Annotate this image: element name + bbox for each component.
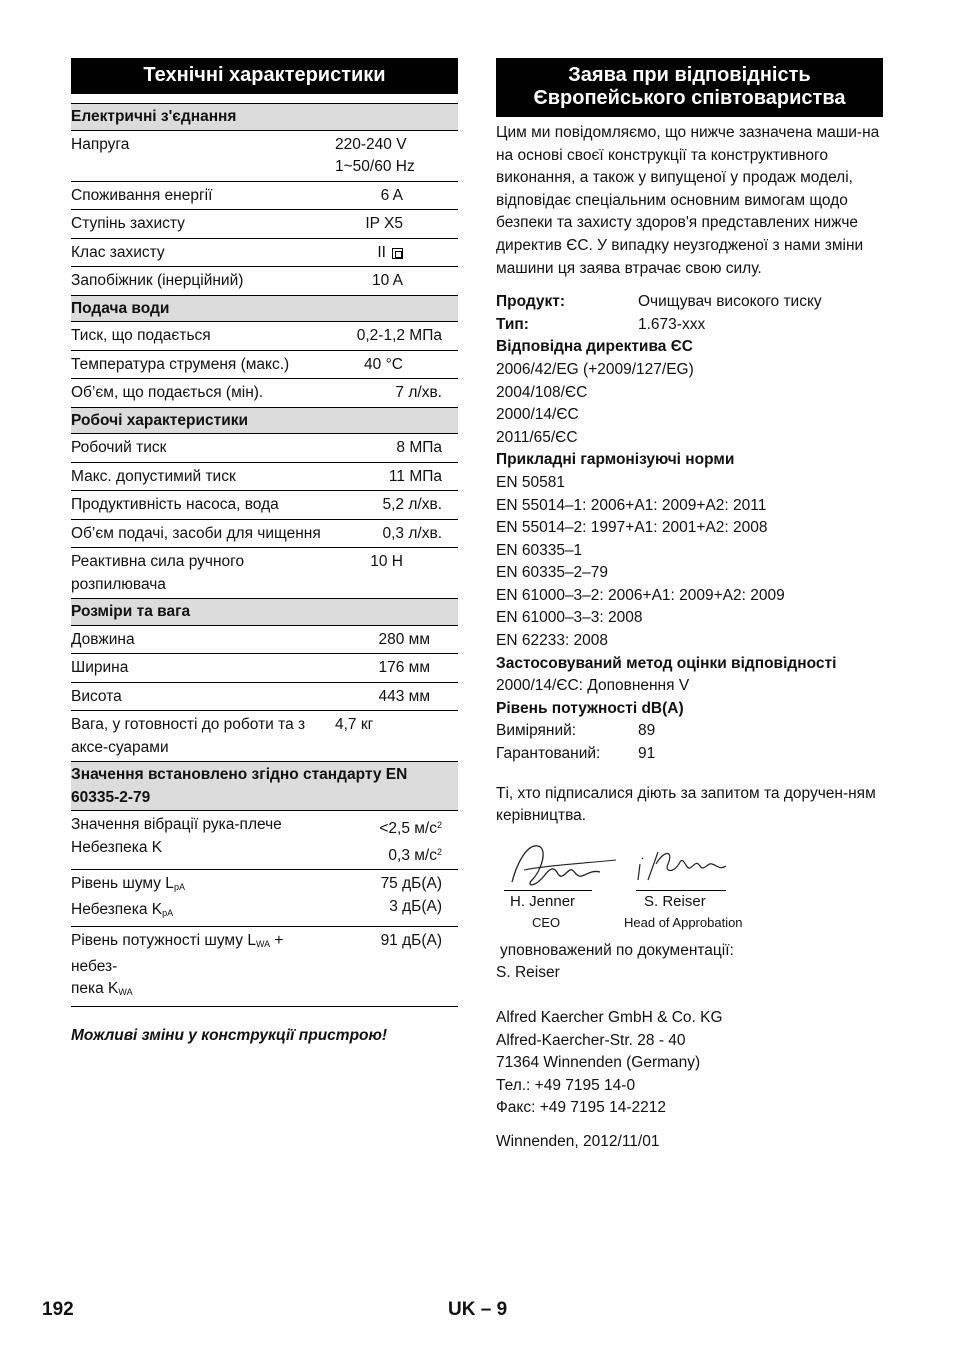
row-label: Напруга bbox=[71, 130, 333, 181]
method-title: Застосовуваний метод оцінки відповідності bbox=[496, 654, 837, 672]
signer-role: CEO bbox=[532, 914, 561, 930]
value-text: 10 Н bbox=[370, 553, 403, 570]
section-header bbox=[71, 104, 458, 131]
row-label: Ступінь захисту bbox=[71, 210, 333, 239]
date-text: Winnenden, 2012/11/01 bbox=[496, 1132, 660, 1150]
row-label: Клас захисту bbox=[71, 238, 333, 267]
signer-role: Head of Approbation bbox=[624, 914, 743, 930]
table-row bbox=[71, 379, 458, 408]
value-text: 5,2 л/хв. bbox=[382, 496, 442, 513]
method-value: 2000/14/ЄС: Доповнення V bbox=[496, 677, 690, 695]
row-value bbox=[333, 267, 458, 296]
table-row bbox=[71, 210, 458, 239]
subscript: WA bbox=[255, 939, 271, 949]
technical-data-column bbox=[71, 58, 458, 1045]
table-row bbox=[71, 548, 458, 599]
row-label: Об’єм, що подається (мін). bbox=[71, 379, 333, 408]
measured-row bbox=[496, 720, 883, 743]
change-note: Можливі зміни у конструкції пристрою! bbox=[71, 1026, 388, 1044]
directive-item: 2004/108/ЄС bbox=[496, 383, 588, 401]
row-value bbox=[333, 491, 458, 520]
row-label: Реактивна сила ручного розпилювача bbox=[71, 548, 333, 599]
table-row bbox=[71, 350, 458, 379]
row-value: <2,5 м/с bbox=[379, 820, 437, 837]
value-text: 6 A bbox=[380, 186, 403, 204]
section-title: Подача води bbox=[71, 295, 458, 322]
value-text: 10 A bbox=[371, 272, 403, 289]
title-line: Заява при відповідність bbox=[568, 64, 811, 86]
norm-item: EN 61000–3–3: 2008 bbox=[496, 609, 643, 627]
product-row bbox=[496, 291, 883, 314]
row-value bbox=[333, 181, 458, 210]
table-row bbox=[71, 181, 458, 210]
measured-label: Виміряний: bbox=[496, 722, 577, 740]
row-value bbox=[333, 210, 458, 239]
table-row bbox=[71, 462, 458, 491]
value-text: 40 °C bbox=[364, 355, 403, 373]
row-value bbox=[333, 379, 458, 408]
value-text: 7 л/хв. bbox=[395, 384, 442, 401]
row-value bbox=[333, 322, 458, 351]
norm-item: EN 61000–3–2: 2006+A1: 2009+A2: 2009 bbox=[496, 586, 785, 604]
value-text: 443 мм bbox=[378, 687, 430, 705]
table-row bbox=[71, 491, 458, 520]
page-number: 192 bbox=[42, 1299, 74, 1320]
row-label: Рівень потужності шуму L bbox=[71, 932, 256, 949]
row-label: Продуктивність насоса, вода bbox=[71, 491, 333, 520]
title-line: Європейського співтовариства bbox=[533, 87, 846, 109]
reiser-signature-image bbox=[634, 844, 734, 888]
signature-block bbox=[496, 840, 883, 940]
row-value bbox=[333, 519, 458, 548]
directives-list bbox=[496, 359, 883, 449]
value-text: 220-240 V bbox=[335, 135, 407, 153]
section-header bbox=[71, 295, 458, 322]
row-label: Температура струменя (макс.) bbox=[71, 350, 333, 379]
authorized-block bbox=[496, 940, 883, 985]
measured-value: 89 bbox=[638, 722, 656, 740]
table-row bbox=[71, 654, 458, 683]
row-label: Запобіжник (інерційний) bbox=[71, 267, 333, 296]
guaranteed-value: 91 bbox=[638, 745, 656, 763]
product-label: Продукт: bbox=[496, 293, 566, 311]
row-label: Небезпека K bbox=[71, 900, 163, 918]
address-line: Alfred-Kaercher-Str. 28 - 40 bbox=[496, 1031, 686, 1049]
row-label: Ширина bbox=[71, 654, 333, 683]
guaranteed-label: Гарантований: bbox=[496, 745, 601, 763]
row-value bbox=[333, 434, 458, 463]
intro-text: Цим ми повідомляємо, що нижче зазначена маши-на на основі своєї конструкції та конструктивного виконання, а також у випущеної у продаж моделі, відповідає спеціальним основним вимогам щодо безпеки та захисту здоров'я представлених нижче директив ЄС. У випадку неузгодженої з нами зміни машини ця заява втрачає свою силу. bbox=[496, 124, 880, 277]
row-value bbox=[333, 711, 458, 762]
authorized-name: S. Reiser bbox=[496, 964, 560, 982]
value-text: 11 МПа bbox=[388, 467, 442, 485]
table-row bbox=[71, 870, 458, 927]
table-row bbox=[71, 267, 458, 296]
type-label: Тип: bbox=[496, 315, 529, 333]
subscript: pA bbox=[162, 907, 174, 918]
value-text: IP X5 bbox=[365, 215, 403, 232]
section-title: Розміри та вага bbox=[71, 599, 458, 626]
type-value: 1.673-xxx bbox=[638, 315, 706, 333]
row-label: Об’єм подачі, засоби для чищення bbox=[71, 519, 333, 548]
authorized-label: уповноважений по документації: bbox=[500, 941, 734, 959]
guaranteed-row bbox=[496, 743, 883, 766]
row-label: Рівень шуму L bbox=[71, 875, 174, 892]
spec-table bbox=[71, 103, 458, 1007]
norms-title: Прикладні гармонізуючі норми bbox=[496, 451, 735, 469]
row-value: 91 дБ(A) bbox=[380, 932, 442, 949]
directive-item: 2011/65/ЄС bbox=[496, 428, 578, 446]
value-text: 4,7 кг bbox=[335, 716, 374, 733]
norm-item: EN 55014–2: 1997+A1: 2001+A2: 2008 bbox=[496, 519, 768, 537]
type-row bbox=[496, 314, 883, 337]
row-label: Небезпека K bbox=[71, 838, 163, 856]
norm-item: EN 55014–1: 2006+A1: 2009+A2: 2011 bbox=[496, 496, 767, 514]
value-text: II bbox=[377, 243, 386, 261]
row-label: Споживання енергії bbox=[71, 181, 333, 210]
declaration-column bbox=[496, 58, 883, 1154]
norms-list bbox=[496, 472, 883, 653]
section-title: Значення встановлено згідно стандарту EN 60335-2-79 bbox=[71, 762, 458, 811]
table-row bbox=[71, 238, 458, 267]
subscript: pA bbox=[173, 882, 185, 892]
table-row bbox=[71, 711, 458, 762]
product-value: Очищувач високого тиску bbox=[638, 293, 822, 311]
address-block bbox=[496, 1007, 883, 1120]
table-row bbox=[71, 625, 458, 654]
section-title: Електричні з'єднання bbox=[71, 104, 458, 131]
table-row bbox=[71, 519, 458, 548]
signed-text: Ті, хто підписалися діють за запитом та доручен-ням керівництва. bbox=[496, 784, 876, 825]
value-text: 1~50/60 Hz bbox=[335, 158, 415, 175]
row-label: пека K bbox=[71, 980, 119, 997]
vibration-section bbox=[71, 762, 458, 1007]
row-label: + небез- bbox=[71, 932, 284, 975]
signer-name: S. Reiser bbox=[644, 892, 706, 910]
section-header bbox=[71, 599, 458, 626]
table-row bbox=[71, 927, 458, 1007]
norm-item: EN 50581 bbox=[496, 473, 565, 491]
power-title: Рівень потужності dB(A) bbox=[496, 699, 684, 717]
row-label: Тиск, що подається bbox=[71, 322, 333, 351]
row-value: 0,3 м/с bbox=[388, 846, 437, 864]
directive-item: 2006/42/EG (+2009/127/EG) bbox=[496, 360, 694, 378]
signer-name: H. Jenner bbox=[510, 892, 576, 910]
row-value bbox=[333, 548, 458, 599]
norm-item: EN 60335–1 bbox=[496, 541, 583, 559]
address-line: Тел.: +49 7195 14-0 bbox=[496, 1076, 636, 1094]
address-line: Факс: +49 7195 14-2212 bbox=[496, 1099, 666, 1117]
row-value: 3 дБ(A) bbox=[389, 897, 442, 915]
section-header bbox=[71, 407, 458, 434]
norm-item: EN 60335–2–79 bbox=[496, 564, 609, 582]
subscript: WA bbox=[118, 987, 133, 997]
row-value: 75 дБ(A) bbox=[380, 875, 442, 892]
section-title: Робочі характеристики bbox=[71, 407, 458, 434]
row-value bbox=[333, 350, 458, 379]
signature-line bbox=[504, 890, 592, 891]
value-text: 0,2-1,2 МПа bbox=[356, 327, 442, 344]
value-text: 176 мм bbox=[378, 659, 430, 676]
row-value bbox=[333, 462, 458, 491]
row-label: Значення вібрації рука-плече bbox=[71, 816, 282, 833]
superscript: 2 bbox=[436, 846, 442, 857]
row-label: Довжина bbox=[71, 625, 333, 654]
superscript: 2 bbox=[436, 820, 442, 830]
table-row bbox=[71, 434, 458, 463]
row-value bbox=[333, 625, 458, 654]
row-value bbox=[333, 130, 458, 181]
table-row bbox=[71, 811, 458, 870]
jenner-signature-image bbox=[504, 840, 624, 892]
row-value bbox=[333, 238, 458, 267]
class-ii-icon bbox=[392, 248, 403, 259]
signature-line bbox=[636, 890, 726, 891]
row-label: Вага, у готовності до роботи та з аксе-суарами bbox=[71, 711, 333, 762]
norm-item: EN 62233: 2008 bbox=[496, 632, 609, 650]
section-marker: UK – 9 bbox=[448, 1299, 508, 1320]
row-label: Висота bbox=[71, 682, 333, 711]
row-value bbox=[333, 682, 458, 711]
technical-data-title: Технічні характеристики bbox=[71, 58, 458, 94]
declaration-title bbox=[496, 58, 883, 117]
directive-item: 2000/14/ЄС bbox=[496, 406, 579, 424]
table-row bbox=[71, 322, 458, 351]
row-label: Робочий тиск bbox=[71, 434, 333, 463]
value-text: 0,3 л/хв. bbox=[382, 524, 442, 542]
row-label: Макс. допустимий тиск bbox=[71, 462, 333, 491]
value-text: 8 МПа bbox=[396, 439, 442, 456]
table-row bbox=[71, 130, 458, 181]
declaration-details bbox=[496, 291, 883, 765]
address-line: Alfred Kaercher GmbH & Co. KG bbox=[496, 1009, 723, 1026]
address-line: 71364 Winnenden (Germany) bbox=[496, 1054, 701, 1072]
directives-title: Відповідна директива ЄС bbox=[496, 338, 693, 356]
row-value bbox=[333, 654, 458, 683]
table-row bbox=[71, 682, 458, 711]
value-text: 280 мм bbox=[378, 630, 430, 648]
